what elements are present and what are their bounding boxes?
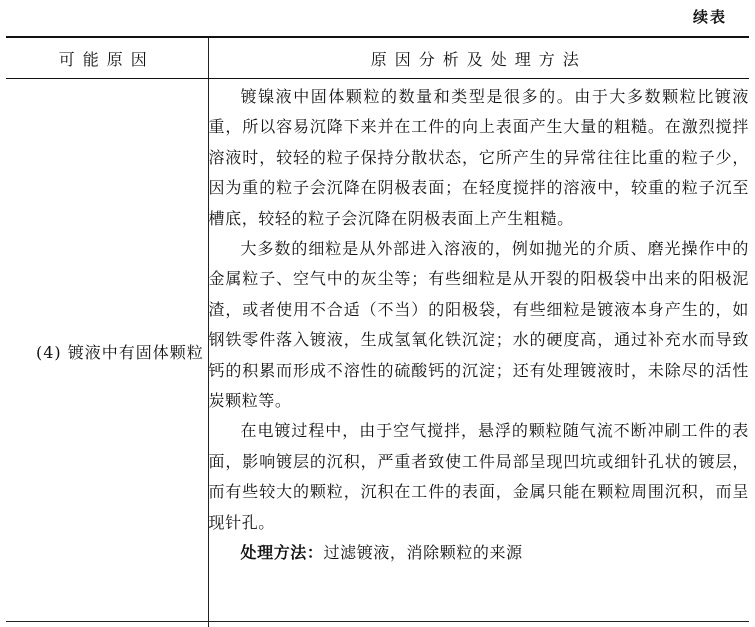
cause-analysis-table: [6, 36, 749, 627]
column-header-analysis: 原因分析及处理方法: [208, 37, 749, 79]
treatment-method: [209, 538, 750, 568]
analysis-paragraph-3: 在电镀过程中，由于空气搅拌，悬浮的颗粒随气流不断冲刷工件的表面，影响镀层的沉积，严重者致使工件局部呈现凹坑或细针孔状的镀层，而有些较大的颗粒，沉积在工件的表面，金属只能在颗粒周围沉积，而呈现针孔。: [208, 421, 749, 532]
table-bottom-rule: [6, 621, 749, 622]
analysis-paragraph-1: 镀镍液中固体颗粒的数量和类型是很多的。由于大多数颗粒比镀液重，所以容易沉降下来并在工件的向上表面产生大量的粗糙。在激烈搅拌溶液时，较轻的粒子保持分散状态，它所产生的异常往往比重的粒子少，因为重的粒子会沉降在阴极表面；在轻度搅拌的溶液中，较重的粒子沉至槽底，较轻的粒子会沉降在阴极表面上产生粗糙。: [208, 87, 749, 228]
column-header-cause: 可能原因: [6, 37, 208, 79]
analysis-paragraph-2: 大多数的细粒是从外部进入溶液的，例如抛光的介质、磨光操作中的金属粒子、空气中的灰尘等；有些细粒是从开裂的阳极袋中出来的阳极泥渣，或者使用不合适（不当）的阳极袋，有些细粒是镀液本身产生的，如钢铁零件落入镀液，生成氢氧化铁沉淀；水的硬度高，通过补充水而导致钙的积累而形成不溶性的硫酸钙的沉淀；还有处理镀液时，未除尽的活性炭颗粒等。: [208, 239, 749, 411]
cause-cell: [6, 79, 208, 627]
treatment-method-label: 处理方法：: [240, 543, 324, 563]
continued-label: 续表: [692, 8, 727, 26]
table-header-row: [6, 37, 749, 79]
table-row: [6, 79, 749, 627]
treatment-method-text: 过滤镀液，消除颗粒的来源: [323, 543, 523, 563]
analysis-cell: [208, 79, 749, 627]
cause-text: (4) 镀液中有固体颗粒: [36, 343, 204, 362]
